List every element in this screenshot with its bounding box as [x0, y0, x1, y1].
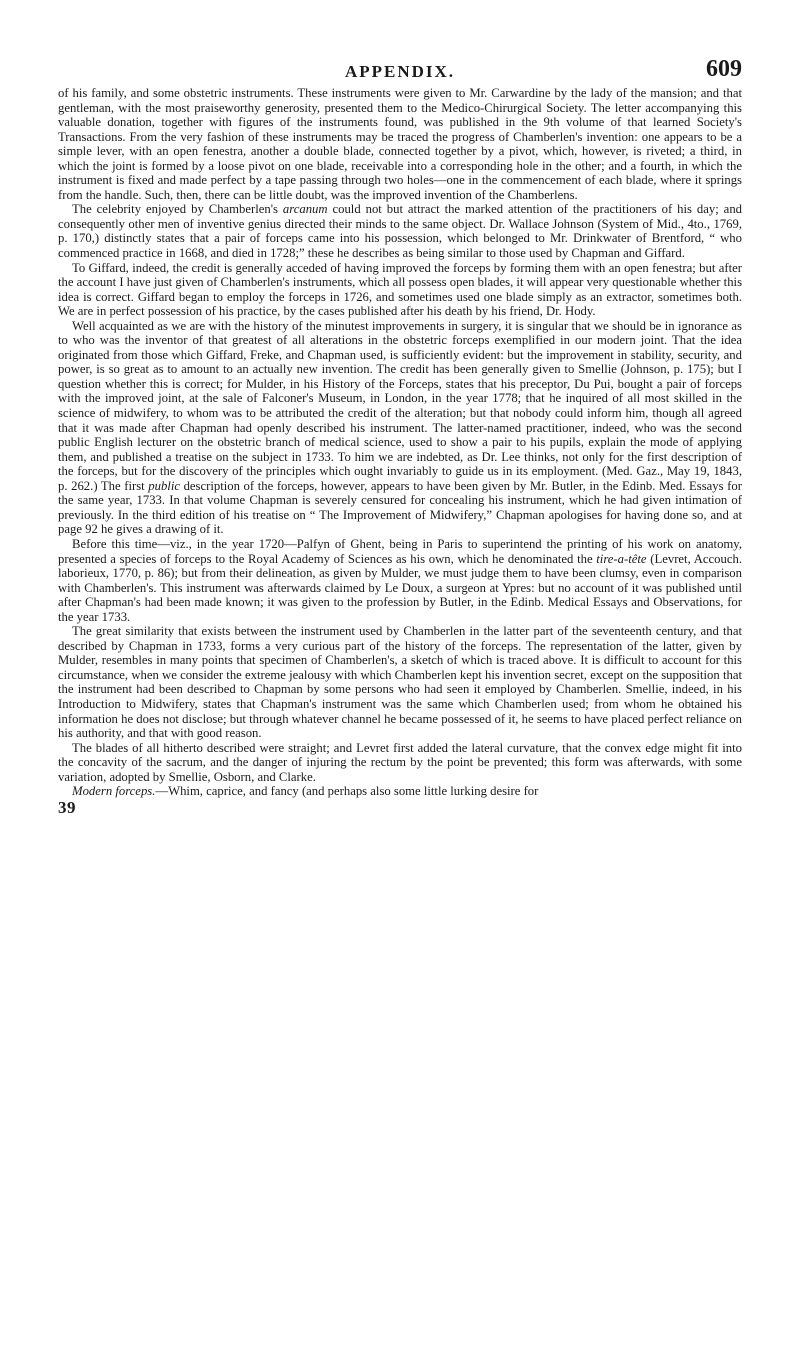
paragraph: [58, 202, 742, 260]
text-run: of his family, and some obstetric instruments. These instruments were given to Mr. Carwardine by the lady of the mansion; and that gentleman, with the most praiseworthy generosity, presented them to the Medico-Chirurgical Society. The letter accompanying this valuable donation, together with figures of the instruments found, was published in the 9th volume of that learned Society's Transactions. From the very fashion of these instruments may be traced the progress of Chamberlen's invention: one appears to be a simple lever, with an open fenestra, another a double blade, connected together by a pivot, which, however, is riveted; a third, in which the joint is formed by a loose pivot on one blade, receivable into a corresponding hole in the other; and a fourth, in which the instrument is fixed and made perfect by a tape passing through two holes—one in the commencement of each blade, where it springs from the handle. Such, then, there can be little doubt, was the improved invention of the Chamberlens.: [58, 86, 742, 202]
italic-text: Modern forceps.: [72, 784, 156, 799]
paragraph: [58, 86, 742, 202]
paragraph: [58, 741, 742, 785]
text-run: The blades of all hitherto described were straight; and Levret first added the lateral curvature, that the convex edge might fit into the concavity of the sacrum, and the danger of injuring the rectum by the point be prevented; this form was afterwards, with some variation, adopted by Smellie, Osborn, and Clarke.: [58, 740, 742, 784]
running-head: [58, 56, 742, 82]
paragraph: [58, 784, 742, 799]
running-title: APPENDIX.: [344, 62, 456, 81]
text-run: The great similarity that exists between the instrument used by Chamberlen in the latter part of the seventeenth century, and that described by Chapman in 1733, forms a very curious part of the history of the forceps. The representation of the latter, given by Mulder, resembles in many points that specimen of Chamberlen's, a sketch of which is traced above. It is difficult to account for this circumstance, when we consider the extreme jealousy with which Chamberlen kept his invention secret, except on the supposition that the instrument had been described to Chapman by some persons who had seen it employed by Chamberlen. Smellie, indeed, in his Introduction to Midwifery, states that Chapman's instrument was the same which Chamberlen used; from whom he obtained his information he does not disclose; but through whatever channel he became possessed of it, he seems to have placed perfect reliance on his authority, and that with good reason.: [58, 624, 742, 741]
text-run: —Whim, caprice, and fancy (and perhaps also some little lurking desire for: [155, 784, 539, 799]
text-run: (Levret, Accouch. laborieux, 1770, p. 86); but from their delineation, as given by Mulder, we must judge them to have been clumsy, even in comparison with Chamberlen's. This instrument was afterwards claimed by Le Doux, a surgeon at Ypres: but no account of it was published until after Chapman's had been made known; it was given to the profession by Butler, in the Edinb. Medical Essays and Observations, for the year 1733.: [58, 551, 743, 624]
text-run: The celebrity enjoyed by Chamberlen's: [72, 202, 283, 217]
signature-mark: 39: [58, 797, 76, 817]
page-number: 609: [706, 56, 742, 82]
body-text: [58, 86, 742, 799]
text-run: Well acquainted as we are with the history of the minutest improvements in surgery, it is singular that we should be in ignorance as to who was the inventor of that greatest of all alterations in the obstetric forceps exemplified in our modern joint. That the idea originated from those which Giffard, Freke, and Chapman used, is sufficiently evident: but the improvement in stability, security, and power, is so great as to amount to an actually new invention. The credit has been generally given to Smellie (Johnson, p. 175); but I question whether this is correct; for Mulder, in his History of the Forceps, states that his preceptor, Du Pui, bought a pair of forceps with the improved joint, at the sale of Falconer's Museum, in London, in the year 1778; that he inquired of all most skilled in the science of midwifery, to whom was to be attributed the credit of the alteration; but that nobody could inform him, though all agreed that it was made after Chapman had openly described his instrument. The latter-named practitioner, indeed, who was the second public English lecturer on the obstetric branch of medical science, used to show a pair to his pupils, explain the mode of applying them, and published a treatise on the subject in 1733. To him we are indebted, as Dr. Lee thinks, not only for the first description of the forceps, but for the discovery of the principles which ought invariably to guide us in its employment. (Med. Gaz., May 19, 1843, p. 262.) The first: [58, 318, 742, 493]
italic-text: arcanum: [282, 202, 328, 217]
text-run: description of the forceps, however, appears to have been given by Mr. Butler, in the Edinb. Med. Essays for the same year, 1733. In that volume Chapman is severely censured for concealing his instrument, which he had given intimation of previously. In the third edition of his treatise on “ The Improvement of Midwifery,” Chapman apologises for having done so, and at page 92 he gives a drawing of it.: [58, 478, 742, 537]
paragraph: [58, 319, 742, 537]
italic-text: public: [148, 478, 180, 493]
paragraph: [58, 537, 742, 624]
paragraph: [58, 261, 742, 319]
page: [58, 56, 742, 816]
paragraph: [58, 624, 742, 740]
italic-text: tire-a-tête: [596, 551, 647, 566]
text-run: Before this time—viz., in the year 1720—Palfyn of Ghent, being in Paris to superintend the printing of his work on anatomy, presented a species of forceps to the Royal Academy of Sciences as his own, which he denominated the: [58, 536, 742, 566]
text-run: To Giffard, indeed, the credit is generally acceded of having improved the forceps by forming them with an open fenestra; but after the account I have just given of Chamberlen's instruments, which all possess open blades, it will appear very questionable whether this idea is correct. Giffard began to employ the forceps in 1726, and sometimes used one blade simply as an extractor, sometimes both. We are in perfect possession of his practice, by the cases published after his death by his friend, Dr. Hody.: [58, 260, 742, 319]
text-run: could not but attract the marked attention of the practitioners of his day; and consequently other men of inventive genius directed their minds to the same object. Dr. Wallace Johnson (System of Mid., 4to., 1769, p. 170,) distinctly states that a pair of forceps came into his possession, which belonged to Mr. Drinkwater of Brentford, “ who commenced practice in 1668, and died in 1728;” these he describes as being similar to those used by Chapman and Giffard.: [58, 202, 743, 261]
